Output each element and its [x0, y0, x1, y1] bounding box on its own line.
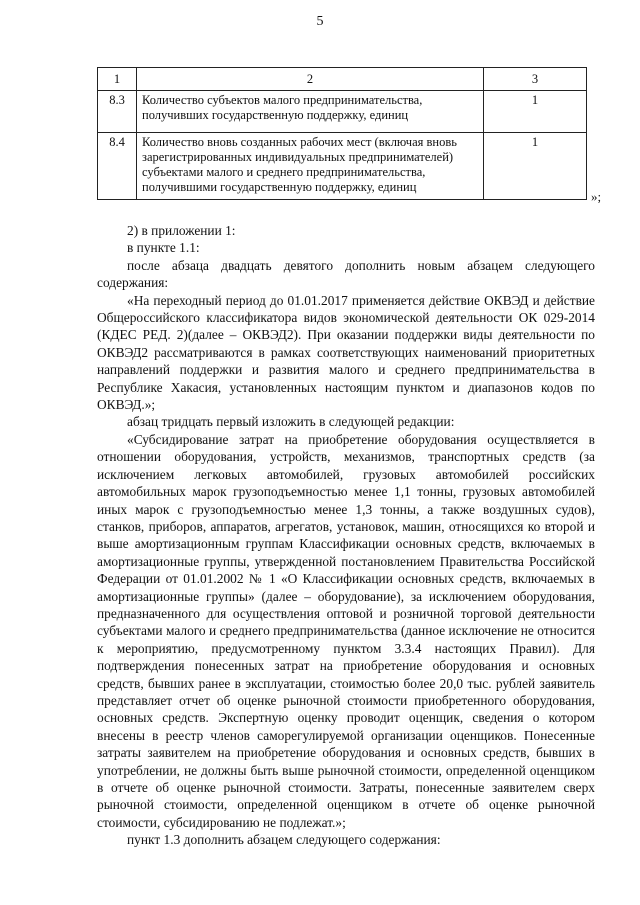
row-value: 1	[484, 91, 587, 133]
table-row	[98, 133, 587, 200]
row-description: Количество субъектов малого предпринимательства, получивших государственную поддержку, единиц	[137, 91, 484, 133]
paragraph-point: в пункте 1.1:	[127, 240, 200, 256]
paragraph-instruction-2: абзац тридцать первый изложить в следующей редакции:	[127, 414, 455, 430]
row-value: 1	[484, 133, 587, 200]
indicators-table	[97, 67, 587, 200]
row-number: 8.4	[98, 133, 137, 200]
page-number: 5	[316, 14, 324, 29]
paragraph-instruction-3: пункт 1.3 дополнить абзацем следующего содержания:	[127, 832, 441, 848]
paragraph-okved-transition: «На переходный период до 01.01.2017 применяется действие ОКВЭД и действие Общероссийского классификатора видов экономической деятельности ОК 029-2014 (КДЕС РЕД. 2)(далее – ОКВЭД2). При оказании поддержки виды деятельности по ОКВЭД2 рассматриваются в рамках соответствующих наименований приоритетных направлений поддержки и развития малого и среднего предпринимательства в Республике Хакасия, установленных настоящим пунктом и диапазонов кодов по ОКВЭД.»;	[97, 292, 595, 413]
header-cell-3: 3	[484, 68, 587, 91]
document-body	[97, 222, 595, 849]
table-header-row	[98, 68, 587, 91]
row-number: 8.3	[98, 91, 137, 133]
header-cell-1: 1	[98, 68, 137, 91]
paragraph-appendix: 2) в приложении 1:	[127, 223, 236, 238]
row-description: Количество вновь созданных рабочих мест (включая вновь зарегистрированных индивидуальных предпринимателей) субъектами малого и среднего предпринимательства, получившими государственную поддержку, единиц	[137, 133, 484, 200]
paragraph-equipment-subsidy: «Субсидирование затрат на приобретение оборудования осуществляется в отношении оборудования, устройств, механизмов, транспортных средств (за исключением легковых автомобилей, грузовых автомобилей российских автомобильных марок грузоподъемностью менее 1,1 тонны, грузовых автомобилей иных марок с грузоподъемностью менее 1,3 тонны, а также воздушных судов), станков, приборов, аппаратов, агрегатов, установок, машин, относящихся ко второй и выше амортизационным группам Классификации основных средств, включаемых в амортизационные группы, утвержденной постановлением Правительства Российской Федерации от 01.01.2002 № 1 «О Классификации основных средств, включаемых в амортизационные группы» (далее – оборудование), за исключением оборудования, предназначенного для осуществления оптовой и розничной торговой деятельности субъектами малого и среднего предпринимательства (данное исключение не относится к мероприятию, предусмотренному пунктом 3.3.4 настоящих Правил). Для подтверждения понесенных затрат на приобретение оборудования и основных средств, бывших ранее в эксплуатации, стоимостью более 20,0 тыс. рублей заявитель представляет отчет об оценке рыночной стоимости приобретенного оборудования, основных средств. Экспертную оценку проводит оценщик, сведения о котором внесены в реестр членов саморегулируемой организации оценщиков. Понесенные затраты заявителем на приобретение оборудования и основных средств, бывших в употреблении, не должны быть выше рыночной стоимости, определенной оценщиком в отчете об оценке рыночной стоимости. Затраты, понесенные заявителем сверх рыночной стоимости, определенной оценщиком в отчете об оценке рыночной стоимости, субсидированию не подлежат.»;	[97, 431, 595, 830]
table-closing-quote: »;	[591, 189, 602, 204]
table-row	[98, 91, 587, 133]
paragraph-instruction: после абзаца двадцать девятого дополнить новым абзацем следующего содержания:	[97, 257, 595, 291]
header-cell-2: 2	[137, 68, 484, 91]
